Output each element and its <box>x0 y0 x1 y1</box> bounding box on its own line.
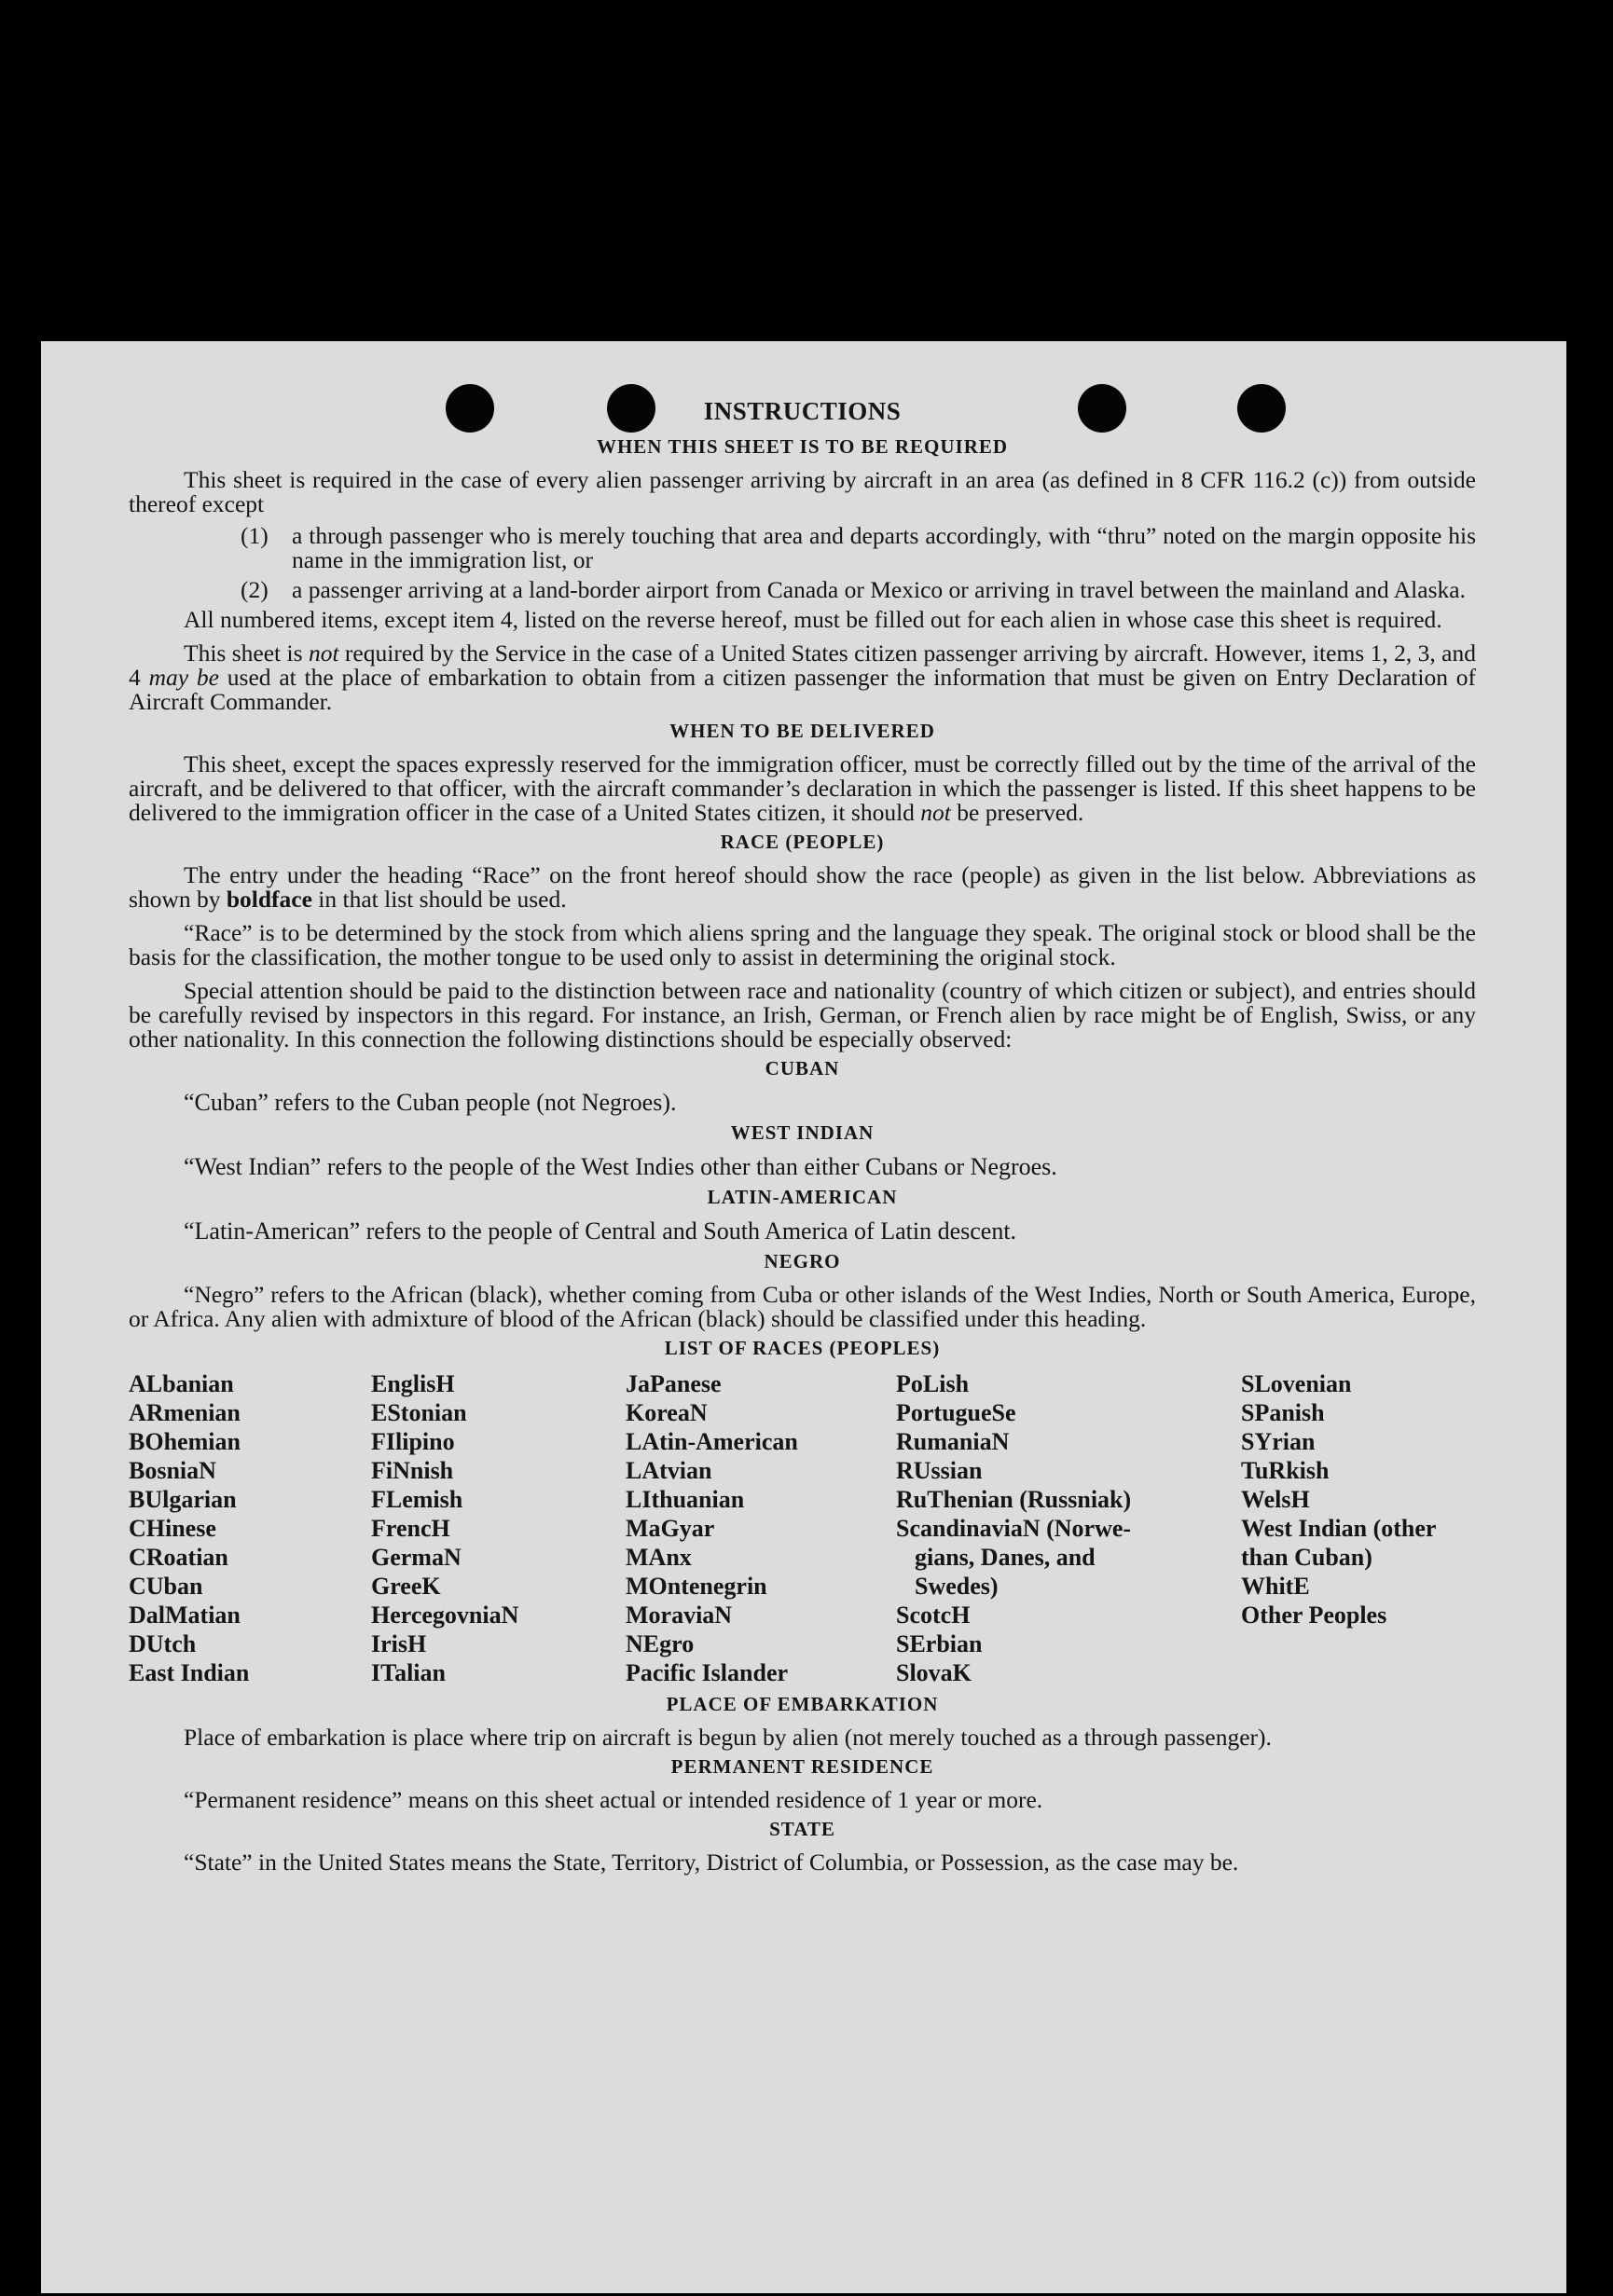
section-heading-cuban: CUBAN <box>765 1057 840 1079</box>
race-entry: CHinese <box>129 1515 216 1542</box>
race-entry: BUlgarian <box>129 1486 237 1513</box>
race-entry: gians, Danes, and <box>915 1544 1096 1571</box>
definition-cuban: “Cuban” refers to the Cuban people (not Negroes). <box>184 1089 677 1116</box>
race-entry: FiNnish <box>371 1457 454 1484</box>
race-entry: MaGyar <box>626 1515 715 1542</box>
race-entry: TuRkish <box>1241 1457 1330 1484</box>
race-entry: ALbanian <box>129 1370 234 1397</box>
race-entry: CRoatian <box>129 1544 228 1571</box>
race-entry: MoraviaN <box>626 1602 733 1629</box>
race-entry: LAtvian <box>626 1457 712 1484</box>
section-heading-west-indian: WEST INDIAN <box>730 1121 875 1144</box>
race-entry: KoreaN <box>626 1399 708 1426</box>
race-entry: ARmenian <box>129 1399 241 1426</box>
race-entry: Pacific Islander <box>626 1659 789 1686</box>
section-heading-state: STATE <box>769 1818 835 1840</box>
definition-state: “State” in the United States means the State, Territory, District of Columbia, or Possession, as the case may be. <box>184 1849 1239 1876</box>
race-entry: EStonian <box>371 1399 467 1426</box>
race-entry: JaPanese <box>626 1370 722 1397</box>
definition-west-indian: “West Indian” refers to the people of the West Indies other than either Cubans or Negroes. <box>184 1153 1057 1180</box>
races-column <box>896 1369 1241 1687</box>
race-entry: ScandinaviaN (Norwe- <box>896 1515 1132 1542</box>
race-entry: LAtin-American <box>626 1428 798 1455</box>
race-entry: IrisH <box>371 1630 427 1657</box>
race-entry: RuThenian (Russniak) <box>896 1486 1132 1513</box>
section-heading-delivered: WHEN TO BE DELIVERED <box>669 720 935 742</box>
race-entry: WelsH <box>1241 1486 1310 1513</box>
section-heading-required: WHEN THIS SHEET IS TO BE REQUIRED <box>596 435 1009 458</box>
item-text: a through passenger who is merely touching that area and departs accordingly, with “thru” noted on the margin opposite his name in the immigration list, or <box>292 522 1476 573</box>
races-column <box>1241 1369 1476 1687</box>
race-entry: than Cuban) <box>1241 1544 1372 1571</box>
race-entry: EnglisH <box>371 1370 455 1397</box>
paragraph: Special attention should be paid to the distinction between race and nationality (country of which citizen or subject), and entries should be carefully revised by inspectors in this regard. For instance, an Irish, German, or French alien by race might be of English, Swiss, or any other nationality. In this connection the following distinctions should be especially observed: <box>129 977 1476 1052</box>
races-column <box>626 1369 896 1687</box>
race-entry: FLemish <box>371 1486 463 1513</box>
definition-negro: “Negro” refers to the African (black), whether coming from Cuba or other islands of the West Indies, North or South America, Europe, or Africa. Any alien with admixture of blood of the African (black) should be classified under this heading. <box>129 1281 1476 1332</box>
race-entry: MAnx <box>626 1544 692 1571</box>
races-column <box>129 1369 371 1687</box>
race-entry: NEgro <box>626 1630 695 1657</box>
section-heading-negro: NEGRO <box>764 1250 841 1272</box>
race-entry: West Indian (other <box>1241 1515 1437 1542</box>
definition-residence: “Permanent residence” means on this sheet actual or intended residence of 1 year or more. <box>184 1786 1043 1813</box>
race-entry: FrencH <box>371 1515 450 1542</box>
race-entry: SlovaK <box>896 1659 972 1686</box>
race-entry: CUban <box>129 1573 203 1600</box>
race-entry: SPanish <box>1241 1399 1325 1426</box>
race-entry: SYrian <box>1241 1428 1316 1455</box>
race-entry: RUssian <box>896 1457 983 1484</box>
instruction-sheet <box>41 341 1566 2293</box>
paragraph: All numbered items, except item 4, listed on the reverse hereof, must be filled out for each alien in whose case this sheet is required. <box>184 606 1442 633</box>
section-heading-race: RACE (PEOPLE) <box>720 831 885 853</box>
punch-hole <box>1078 384 1126 433</box>
paragraph: This sheet, except the spaces expressly reserved for the immigration officer, must be correctly filled out by the time of the arrival of the aircraft, and be delivered to that officer, with the aircraft commander’s declaration in which the passenger is listed. If this sheet happens to be delivered to the immigration officer in the case of a United States citizen, it should not be preserved. <box>129 750 1476 826</box>
list-item <box>241 578 1476 602</box>
race-entry: WhitE <box>1241 1573 1310 1600</box>
definition-latin-american: “Latin-American” refers to the people of Central and South America of Latin descent. <box>184 1217 1017 1244</box>
section-heading-latin-american: LATIN-AMERICAN <box>707 1186 898 1208</box>
race-entry: DalMatian <box>129 1602 241 1629</box>
item-text: a passenger arriving at a land-border airport from Canada or Mexico or arriving in travel between the mainland and Alaska. <box>292 576 1466 603</box>
race-entry: Swedes) <box>915 1573 999 1600</box>
race-entry: FIlipino <box>371 1428 455 1455</box>
punch-hole <box>607 384 655 433</box>
paragraph: This sheet is not required by the Service in the case of a United States citizen passenger arriving by aircraft. However, items 1, 2, 3, and 4 may be used at the place of embarkation to obtain from a citizen passenger the information that must be given on Entry Declaration of Aircraft Commander. <box>129 639 1477 715</box>
race-entry: LIthuanian <box>626 1486 745 1513</box>
punch-hole <box>446 384 494 433</box>
definition-embarkation: Place of embarkation is place where trip on aircraft is begun by alien (not merely touched as a through passenger). <box>184 1724 1272 1751</box>
race-entry: BosniaN <box>129 1457 216 1484</box>
race-entry: Other Peoples <box>1241 1602 1387 1629</box>
punch-hole <box>1237 384 1286 433</box>
race-entry: MOntenegrin <box>626 1573 767 1600</box>
page-title: INSTRUCTIONS <box>703 397 902 425</box>
list-item <box>241 524 1476 572</box>
race-entry: PortugueSe <box>896 1399 1016 1426</box>
race-entry: GermaN <box>371 1544 462 1571</box>
race-entry: SLovenian <box>1241 1370 1352 1397</box>
section-heading-races-list: LIST OF RACES (PEOPLES) <box>664 1337 941 1359</box>
race-entry: SErbian <box>896 1630 983 1657</box>
paragraph: The entry under the heading “Race” on the front hereof should show the race (people) as given in the list below. Abbreviations as shown by boldface in that list should be used. <box>129 861 1476 913</box>
race-entry: GreeK <box>371 1573 441 1600</box>
race-entry: BOhemian <box>129 1428 241 1455</box>
race-entry: HercegovniaN <box>371 1602 519 1629</box>
item-number: (2) <box>241 576 269 603</box>
race-entry: ScotcH <box>896 1602 971 1629</box>
race-entry: ITalian <box>371 1659 446 1686</box>
section-heading-embarkation: PLACE OF EMBARKATION <box>666 1693 939 1715</box>
paragraph: “Race” is to be determined by the stock from which aliens spring and the language they speak. The original stock or blood shall be the basis for the classification, the mother tongue to be used only to assist in determining the original stock. <box>129 919 1476 970</box>
paragraph: This sheet is required in the case of every alien passenger arriving by aircraft in an area (as defined in 8 CFR 116.2 (c)) from outside thereof except <box>129 466 1476 517</box>
item-number: (1) <box>241 522 269 549</box>
race-entry: DUtch <box>129 1630 197 1657</box>
race-entry: East Indian <box>129 1659 250 1686</box>
race-entry: PoLish <box>896 1370 970 1397</box>
section-heading-residence: PERMANENT RESIDENCE <box>670 1755 934 1778</box>
races-column <box>371 1369 626 1687</box>
races-list <box>129 1369 1476 1687</box>
race-entry: RumaniaN <box>896 1428 1010 1455</box>
